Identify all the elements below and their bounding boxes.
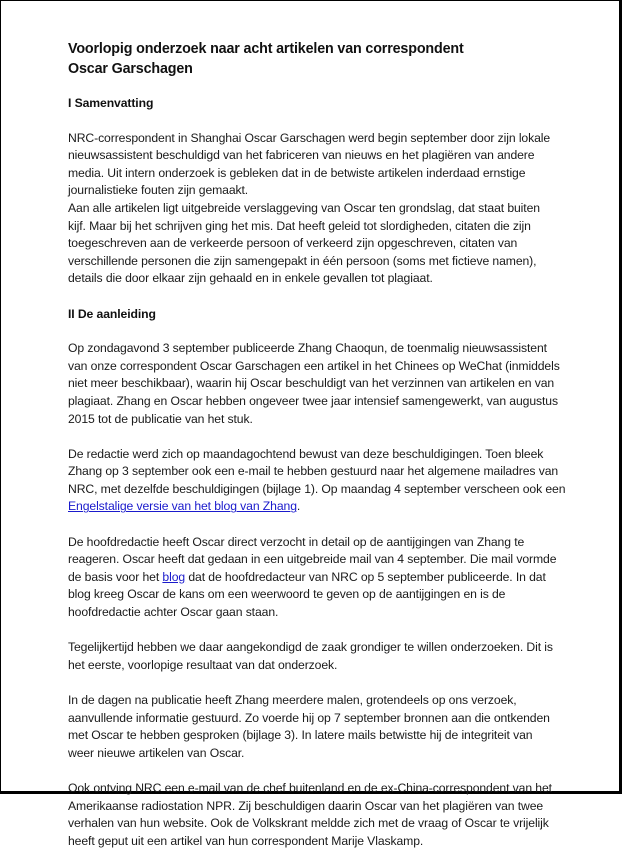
text-line: met Oscar te hebben gesproken (bijlage 3). In latere mails betwistte hij de integriteit van bbox=[68, 728, 533, 743]
text-line: plagiaat. Zhang en Oscar hebben ongeveer twee jaar intensief samengewerkt, van augustus bbox=[68, 393, 558, 408]
text-line: toegeschreven aan de verkeerde persoon of verkeerd zijn opgeschreven, citaten van bbox=[68, 236, 518, 251]
text-line: nieuwsassistent beschuldigd van het fabriceren van nieuws en het plagiëren van andere bbox=[68, 148, 535, 163]
text-line: 2015 tot de publicatie van het stuk. bbox=[68, 411, 253, 426]
text-line: NRC, met dezelfde beschuldigingen (bijlage 1). Op maandag 4 september verscheen ook een bbox=[68, 481, 566, 496]
text-line: media. Uit intern onderzoek is gebleken dat in de betwiste artikelen inderdaad ernstige bbox=[68, 165, 526, 180]
paragraph bbox=[68, 534, 588, 622]
text-line: Zhang op 3 september ook een e-mail te hebben gestuurd naar het algemene mailadres van bbox=[68, 464, 559, 479]
text-line: hoofdredactie achter Oscar gaan staan. bbox=[68, 605, 279, 620]
document-content bbox=[68, 39, 588, 868]
text-line: heeft geput uit een artikel van hun correspondent Marije Vlaskamp. bbox=[68, 833, 424, 848]
text-line: het eerste, voorlopige resultaat van dat onderzoek. bbox=[68, 657, 338, 672]
text-line: details die door elkaar zijn gehaald en in enkele gevallen tot plagiaat. bbox=[68, 271, 433, 286]
text-line: aanvullende informatie gestuurd. Zo voerde hij op 7 september bronnen aan die ontkenden bbox=[68, 710, 550, 725]
text-line: Aan alle artikelen ligt uitgebreide verslaggeving van Oscar ten grondslag, dat staat buiten bbox=[68, 200, 540, 215]
title-line: Oscar Garschagen bbox=[68, 61, 193, 77]
text-line: NRC-correspondent in Shanghai Oscar Garschagen werd begin september door zijn lokale bbox=[68, 130, 551, 145]
text-fragment: de basis voor het bbox=[68, 569, 163, 584]
section-heading-aanleiding: II De aanleiding bbox=[68, 306, 156, 321]
link-engelstalige-versie-blog-zhang[interactable]: Engelstalige versie van het blog van Zhang bbox=[68, 499, 297, 514]
text-fragment: dat de hoofdredacteur van NRC op 5 september publiceerde. In dat bbox=[185, 569, 546, 584]
paragraph bbox=[68, 446, 588, 516]
text-line bbox=[68, 498, 588, 516]
text-line: Tegelijkertijd hebben we daar aangekondigd de zaak grondiger te willen onderzoeken. Dit is bbox=[68, 640, 553, 655]
text-line: verschillende personen die zijn samengepakt in één persoon (soms met fictieve namen), bbox=[68, 253, 537, 268]
text-line: Ook ontving NRC een e-mail van de chef buitenland en de ex-China-correspondent van het bbox=[68, 780, 552, 795]
text-line: In de dagen na publicatie heeft Zhang meerdere malen, grotendeels op ons verzoek, bbox=[68, 693, 517, 707]
text-line: van onze correspondent Oscar Garschagen een artikel in het Chinees op WeChat (inmiddels bbox=[68, 358, 560, 373]
section-heading-samenvatting: I Samenvatting bbox=[68, 96, 154, 110]
text-line: Op zondagavond 3 september publiceerde Zhang Chaoqun, de toenmalig nieuwsassistent bbox=[68, 341, 547, 356]
paragraph bbox=[68, 692, 588, 762]
paragraph bbox=[68, 130, 588, 200]
text-fragment: . bbox=[296, 499, 301, 514]
text-line: journalistieke fouten zijn gemaakt. bbox=[68, 183, 249, 198]
text-line: kijf. Maar bij het schrijven ging het mis. Dat heeft geleid tot slordigheden, citaten die zijn bbox=[68, 218, 531, 233]
paragraph bbox=[68, 780, 588, 850]
text-line bbox=[68, 569, 588, 587]
paragraph bbox=[68, 340, 588, 428]
text-line: De hoofdredactie heeft Oscar direct verzocht in detail op de aantijgingen van Zhang te bbox=[68, 534, 525, 549]
text-line: verhalen van hun website. Ook de Volkskrant meldde zich met de vraag of Oscar te vrijelijk bbox=[68, 816, 549, 831]
text-line: De redactie werd zich op maandagochtend bewust van deze beschuldigingen. Toen bleek bbox=[68, 446, 544, 461]
text-line: niet meer beschikbaar), waarin hij Oscar beschuldigt van het verzinnen van artikelen en van bbox=[68, 376, 555, 391]
paragraph bbox=[68, 200, 588, 288]
text-line: Amerikaanse radiostation NPR. Zij beschuldigen daarin Oscar van het plagiëren van twee bbox=[68, 798, 544, 813]
link-blog[interactable]: blog bbox=[162, 569, 186, 584]
text-line: reageren. Oscar heeft dat gedaan in een uitgebreide mail van 4 september. Die mail vormde bbox=[68, 552, 557, 567]
text-line: weer nieuwe artikelen van Oscar. bbox=[68, 745, 245, 760]
paragraph bbox=[68, 639, 588, 674]
text-line: blog kreeg Oscar de kans om een weerwoord te geven op de aantijgingen en is de bbox=[68, 587, 506, 602]
title-line: Voorlopig onderzoek naar acht artikelen van correspondent bbox=[68, 41, 464, 57]
document-title bbox=[68, 39, 588, 79]
